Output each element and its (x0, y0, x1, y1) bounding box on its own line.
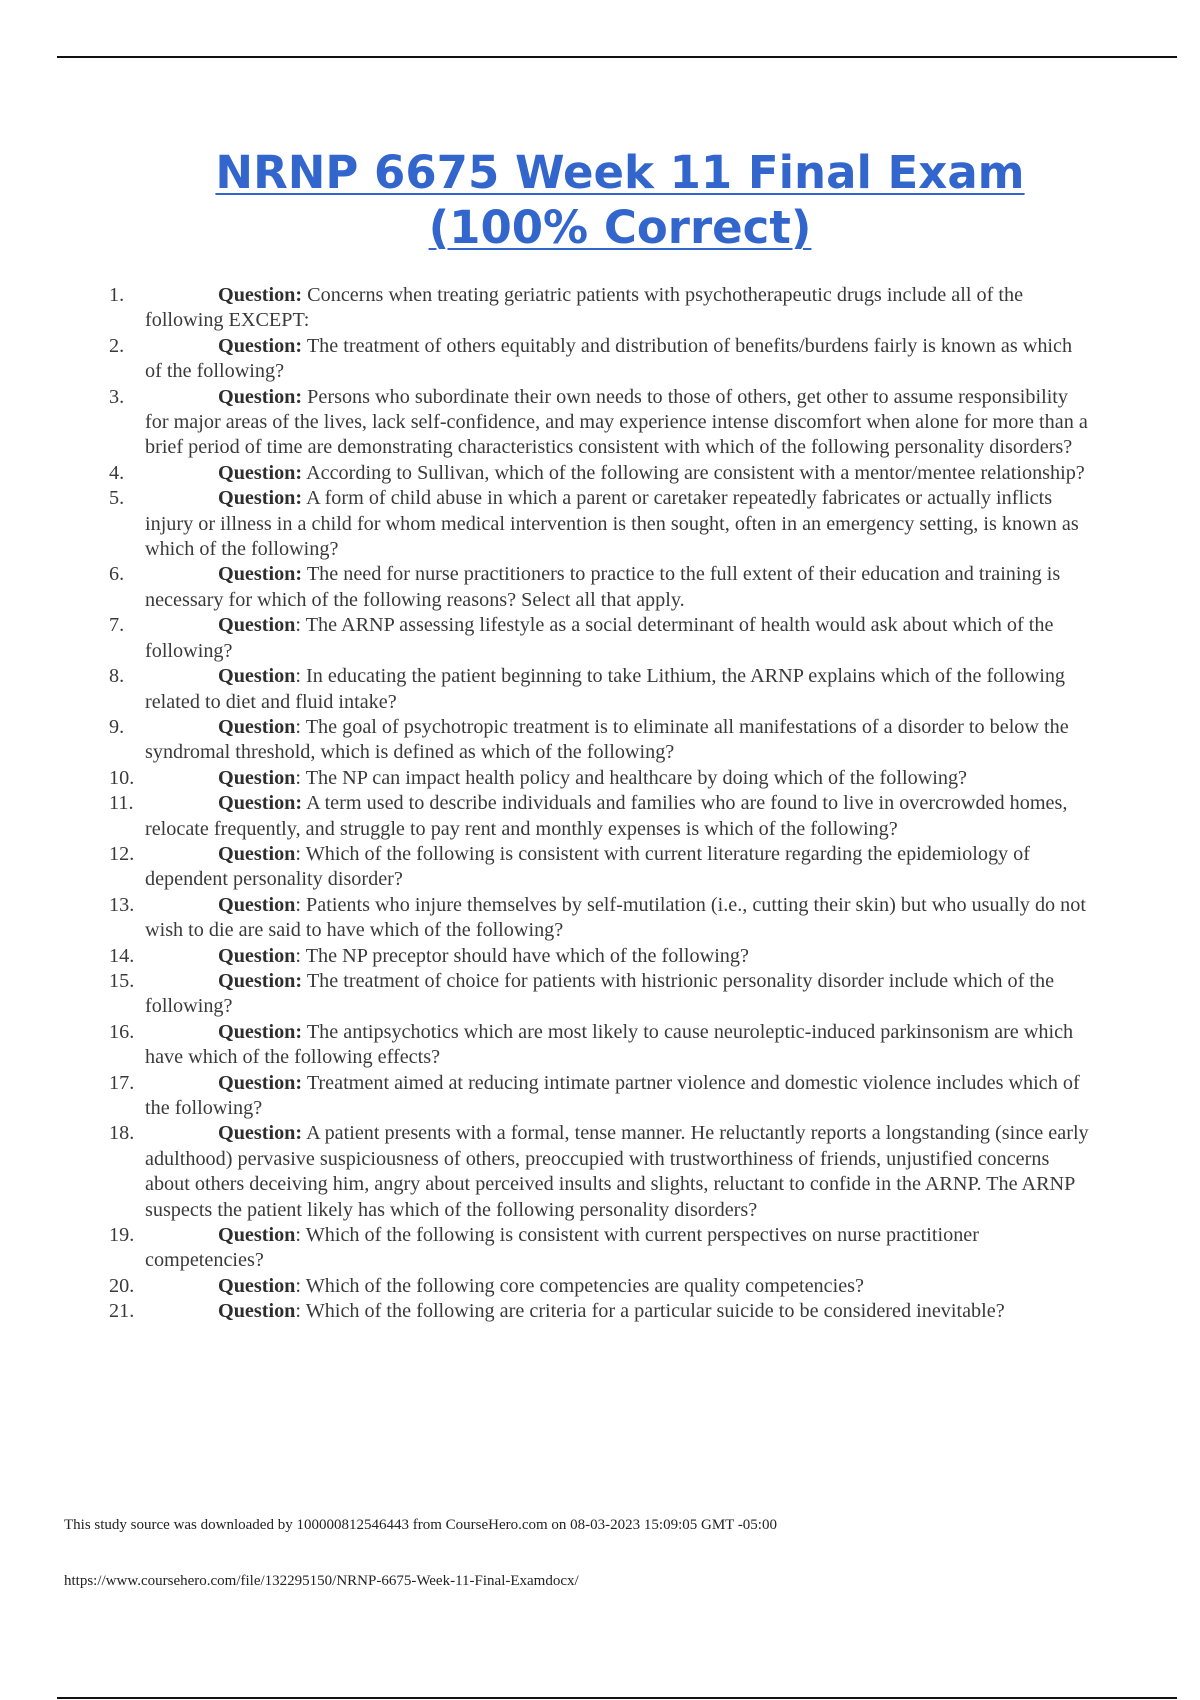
question-label: Question (218, 944, 296, 967)
question-item (109, 1299, 1090, 1324)
question-label: Question (218, 1300, 296, 1323)
question-item (109, 664, 1090, 715)
question-text: A term used to describe individuals and families who are found to live in overcrowded homes, relocate frequently, and struggle to pay rent and monthly expenses is which of the following? (145, 792, 1068, 840)
question-text: Treatment aimed at reducing intimate partner violence and domestic violence includes which of the following? (145, 1071, 1080, 1119)
question-text: The antipsychotics which are most likely to cause neuroleptic-induced parkinsonism are which have which of the following effects? (145, 1020, 1074, 1069)
question-text: : Patients who injure themselves by self-mutilation (i.e., cutting their skin) but who usually do not wish to die are said to have which of the following? (145, 893, 1086, 942)
question-label: Question: (218, 1071, 303, 1094)
question-label: Question: (218, 284, 303, 306)
question-number: 12. (109, 842, 135, 865)
question-text: A form of child abuse in which a parent or caretaker repeatedly fabricates or actually inflicts injury or illness in a child for whom medical intervention is then sought, often in an emergency setting, is known as which of the following? (145, 487, 1079, 561)
question-item (109, 766, 1090, 791)
question-label: Question: (218, 563, 303, 586)
question-item (109, 1274, 1090, 1299)
question-item (109, 944, 1090, 969)
question-item (109, 1020, 1090, 1071)
question-number: 7. (109, 614, 125, 637)
question-label: Question: (218, 969, 303, 992)
question-number: 20. (109, 1274, 135, 1297)
question-text: The need for nurse practitioners to practice to the full extent of their education and training is necessary for which of the following reasons? Select all that apply. (145, 563, 1061, 611)
question-number: 4. (109, 461, 125, 484)
question-number: 19. (109, 1224, 135, 1247)
question-label: Question (218, 665, 296, 688)
question-number: 14. (109, 944, 135, 967)
question-text: : In educating the patient beginning to take Lithium, the ARNP explains which of the following related to diet and fluid intake? (145, 665, 1066, 713)
question-item (109, 562, 1090, 613)
question-text: : Which of the following are criteria for a particular suicide to be considered inevitable? (295, 1300, 1005, 1323)
question-text: Persons who subordinate their own needs to those of others, get other to assume responsibility for major areas of the lives, lack self-confidence, and may experience intense discomfort when alone for more than a brief period of time are demonstrating characteristics consistent with which of the following personality disorders? (145, 385, 1088, 459)
question-text: According to Sullivan, which of the following are consistent with a mentor/mentee relationship? (306, 461, 1085, 484)
question-label: Question: (218, 487, 303, 510)
question-label: Question: (218, 334, 303, 357)
question-label: Question (218, 715, 296, 738)
question-list (109, 283, 1090, 1325)
question-text: : The goal of psychotropic treatment is to eliminate all manifestations of a disorder to below the syndromal threshold, which is defined as which of the following? (145, 715, 1069, 764)
question-item (109, 486, 1090, 562)
question-item (109, 1121, 1090, 1223)
question-number: 6. (109, 563, 125, 586)
question-label: Question: (218, 461, 303, 484)
question-label: Question (218, 614, 296, 637)
question-text: : Which of the following is consistent with current perspectives on nurse practitioner competencies? (145, 1224, 979, 1272)
document-title (0, 145, 1200, 255)
question-text: : The NP preceptor should have which of the following? (295, 944, 749, 967)
question-label: Question (218, 766, 296, 789)
question-number: 21. (109, 1300, 135, 1323)
question-item (109, 283, 1090, 334)
question-text: Concerns when treating geriatric patients with psychotherapeutic drugs include all of the following EXCEPT: (145, 284, 1024, 332)
question-label: Question (218, 1274, 296, 1297)
question-number: 11. (109, 792, 134, 815)
question-text: : Which of the following core competencies are quality competencies? (295, 1274, 864, 1297)
question-number: 3. (109, 385, 125, 408)
question-number: 9. (109, 715, 125, 738)
question-number: 13. (109, 893, 135, 916)
question-number: 18. (109, 1122, 135, 1145)
question-number: 15. (109, 969, 135, 992)
question-item (109, 613, 1090, 664)
question-number: 8. (109, 665, 125, 688)
question-item (109, 461, 1090, 486)
question-label: Question: (218, 792, 303, 815)
question-text: : Which of the following is consistent with current literature regarding the epidemiology of dependent personality disorder? (145, 842, 1031, 891)
bottom-rule (57, 1697, 1177, 1699)
question-number: 1. (109, 284, 125, 306)
question-label: Question: (218, 1122, 303, 1145)
top-rule (57, 56, 1177, 58)
question-item (109, 969, 1090, 1020)
question-text: : The ARNP assessing lifestyle as a social determinant of health would ask about which of the following? (145, 614, 1054, 662)
question-number: 5. (109, 487, 125, 510)
question-item (109, 791, 1090, 842)
question-text: The treatment of others equitably and distribution of benefits/burdens fairly is known as which of the following? (145, 334, 1073, 383)
question-item (109, 334, 1090, 385)
question-item (109, 385, 1090, 461)
question-item (109, 715, 1090, 766)
question-number: 10. (109, 766, 135, 789)
download-source-note: This study source was downloaded by 100000812546443 from CourseHero.com on 08-03-2023 15:09:05 GMT -05:00 (64, 1517, 777, 1533)
question-number: 2. (109, 334, 125, 357)
question-item (109, 842, 1090, 893)
question-text: : The NP can impact health policy and healthcare by doing which of the following? (295, 766, 968, 789)
title-line-1: NRNP 6675 Week 11 Final Exam (215, 146, 1025, 199)
source-url: https://www.coursehero.com/file/132295150/NRNP-6675-Week-11-Final-Examdocx/ (64, 1573, 579, 1589)
title-line-2: (100% Correct) (428, 201, 812, 254)
question-item (109, 1071, 1090, 1122)
question-label: Question: (218, 1020, 303, 1043)
question-text: The treatment of choice for patients with histrionic personality disorder include which of the following? (145, 969, 1055, 1018)
question-item (109, 1223, 1090, 1274)
question-text: A patient presents with a formal, tense manner. He reluctantly reports a longstanding (since early adulthood) pervasive suspiciousness of others, preoccupied with trustworthiness of friends, unjustified concerns about others deceiving him, angry about perceived insults and slights, reluctant to confide in the ARNP. The ARNP suspects the patient likely has which of the following personality disorders? (145, 1122, 1089, 1221)
question-label: Question (218, 893, 296, 916)
question-item (109, 893, 1090, 944)
question-number: 17. (109, 1071, 135, 1094)
question-label: Question: (218, 385, 303, 408)
question-label: Question (218, 842, 296, 865)
question-number: 16. (109, 1020, 135, 1043)
question-label: Question (218, 1224, 296, 1247)
